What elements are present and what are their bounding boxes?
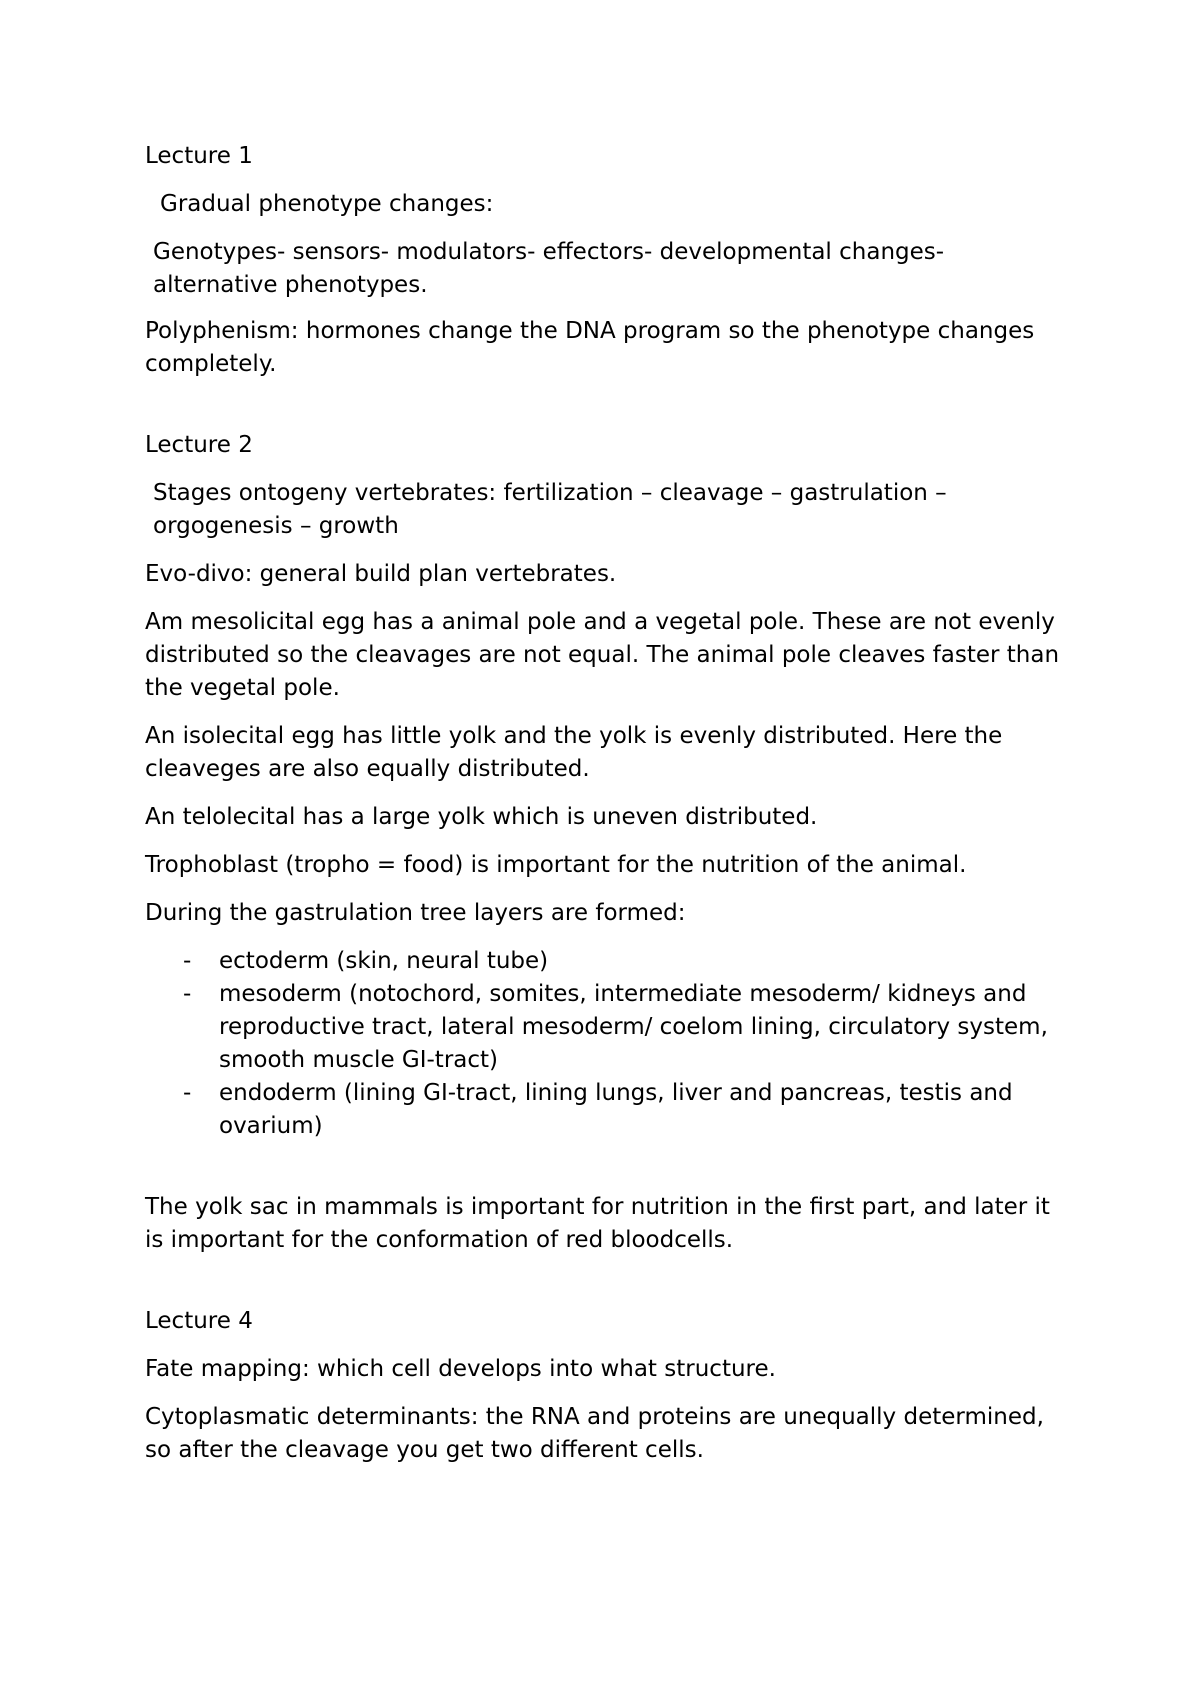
bullet-dash: - (183, 1080, 192, 1106)
lecture-1-paragraph-1: Gradual phenotype changes: (160, 191, 494, 217)
list-item (145, 978, 1075, 1077)
list-item-text: mesoderm (notochord, somites, intermediate mesoderm/ kidneys and reproductive tract, lateral mesoderm/ coelom lining, circulatory system, smooth muscle GI-tract) (219, 981, 1048, 1073)
lecture-1-heading: Lecture 1 (145, 143, 253, 169)
lecture-4-heading: Lecture 4 (145, 1308, 253, 1334)
lecture-4-paragraph-1: Fate mapping: which cell develops into what structure. (145, 1356, 776, 1382)
lecture-2-paragraph-1: Stages ontogeny vertebrates: fertilization – cleavage – gastrulation – orgogenesis – growth (153, 480, 947, 539)
lecture-2-paragraph-5: An telolecital has a large yolk which is uneven distributed. (145, 804, 818, 830)
document-body (145, 140, 1075, 1482)
list-item (145, 1077, 1075, 1143)
lecture-2-paragraph-7: During the gastrulation tree layers are formed: (145, 900, 686, 926)
lecture-2-paragraph-6: Trophoblast (tropho = food) is important for the nutrition of the animal. (145, 852, 967, 878)
list-item (145, 945, 1075, 978)
bullet-dash: - (183, 948, 192, 974)
list-item-text: endoderm (lining GI-tract, lining lungs, liver and pancreas, testis and ovarium) (219, 1080, 1013, 1139)
bullet-dash: - (183, 981, 192, 1007)
lecture-1-paragraph-3: Polyphenism: hormones change the DNA program so the phenotype changes completely. (145, 318, 1035, 377)
lecture-4-paragraph-2: Cytoplasmatic determinants: the RNA and proteins are unequally determined, so after the cleavage you get two different cells. (145, 1404, 1044, 1463)
lecture-2-paragraph-3: Am mesolicital egg has a animal pole and a vegetal pole. These are not evenly distributed so the cleavages are not equal. The animal pole cleaves faster than the vegetal pole. (145, 609, 1060, 701)
lecture-2-paragraph-4: An isolecital egg has little yolk and the yolk is evenly distributed. Here the cleaveges are also equally distributed. (145, 723, 1003, 782)
lecture-2-heading: Lecture 2 (145, 432, 253, 458)
germ-layer-list (145, 945, 1075, 1143)
lecture-2-paragraph-2: Evo-divo: general build plan vertebrates. (145, 561, 617, 587)
lecture-2-paragraph-8: The yolk sac in mammals is important for nutrition in the first part, and later it is important for the conformation of red bloodcells. (145, 1194, 1050, 1253)
lecture-1-paragraph-2: Genotypes- sensors- modulators- effectors- developmental changes- alternative phenotypes. (153, 239, 945, 298)
list-item-text: ectoderm (skin, neural tube) (219, 948, 549, 974)
